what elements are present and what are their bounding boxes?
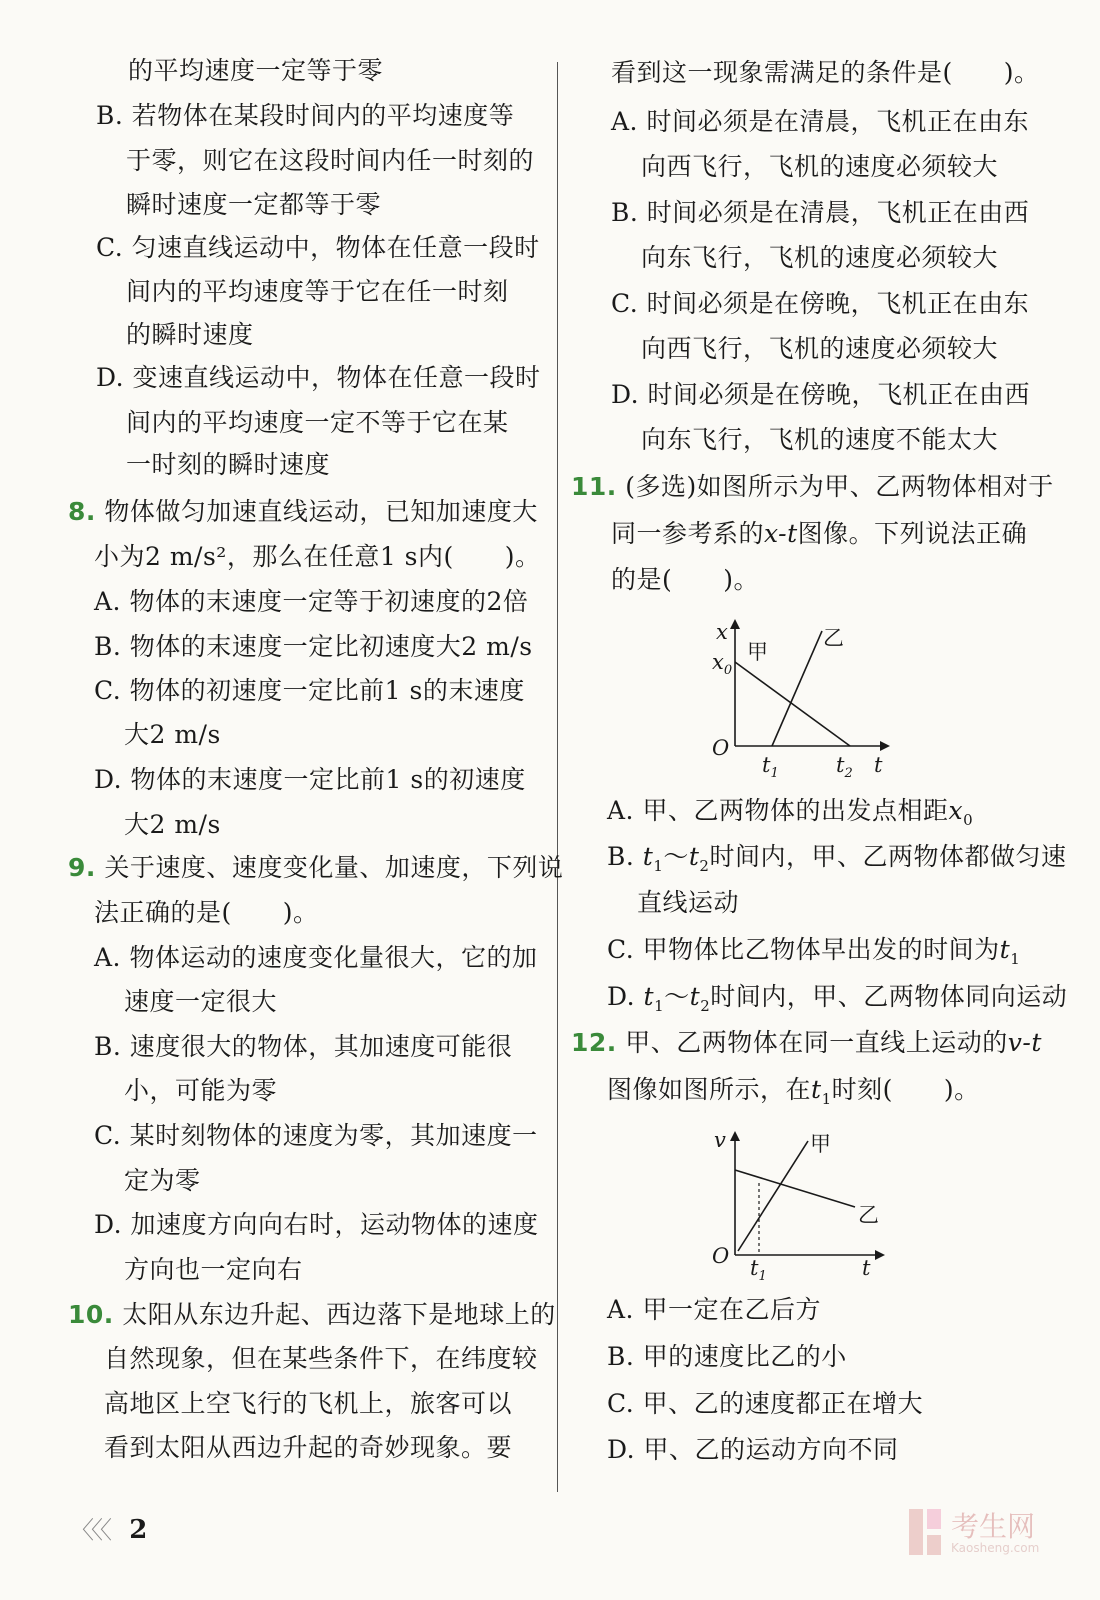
line-jia (735, 662, 850, 746)
text-part: C. 甲物体比乙物体早出发的时间为 (607, 935, 1000, 964)
q11-option-d (607, 982, 1067, 1021)
line-jia (738, 1141, 808, 1251)
question-12 (571, 1028, 1042, 1058)
text-part: ～ (663, 842, 689, 871)
question-text: 法正确的是( )。 (94, 898, 319, 927)
text-part: 时间内，甲、乙两物体都做匀速 (709, 842, 1067, 871)
text-part: 图像如图所示，在 (607, 1075, 812, 1104)
math-var: t (999, 935, 1011, 964)
math-var: v-t (1007, 1028, 1042, 1057)
question-text: 看到太阳从西边升起的奇妙现象。要 (104, 1433, 513, 1462)
math-var: t (643, 982, 655, 1011)
question-11 (571, 472, 1054, 502)
q8-option-c: C. 物体的初速度一定比前1 s的末速度 (94, 676, 525, 705)
q11-option-a (607, 796, 973, 835)
math-sub: 1 (653, 857, 664, 875)
q9-option-a: 速度一定很大 (124, 987, 278, 1016)
t2-label: $t_2$ (836, 753, 853, 780)
watermark-logo-icon (905, 1505, 945, 1559)
v-axis-label: v (714, 1128, 726, 1152)
watermark-url: Kaosheng.com (951, 1541, 1040, 1555)
q8-option-a: A. 物体的末速度一定等于初速度的2倍 (94, 587, 529, 616)
math-sub: 1 (1010, 950, 1021, 968)
question-10 (68, 1300, 556, 1330)
math-var: x (948, 796, 964, 825)
q10-option-c: 向西飞行，飞机的速度必须较大 (641, 334, 999, 363)
column-divider (557, 62, 558, 1492)
q10-option-b: B. 时间必须是在清晨，飞机正在由西 (611, 198, 1030, 227)
math-sub: 1 (821, 1090, 832, 1108)
question-9 (68, 853, 563, 883)
q7-option-d: 一时刻的瞬时速度 (126, 450, 331, 479)
q7-option-c: 间内的平均速度等于它在任一时刻 (126, 277, 509, 306)
math-var: t (689, 982, 701, 1011)
t-axis-label: t (862, 1256, 871, 1280)
question-text: 自然现象，但在某些条件下，在纬度较 (104, 1344, 538, 1373)
question-number: 8. (68, 497, 96, 526)
q7-option-c: C. 匀速直线运动中，物体在任意一段时 (96, 233, 540, 262)
yi-label: 乙 (858, 1203, 879, 1227)
q7-option-b: 瞬时速度一定都等于零 (126, 190, 382, 219)
q7-option-d: D. 变速直线运动中，物体在任意一段时 (96, 363, 541, 392)
text-part: D. (607, 982, 644, 1011)
question-text: (多选)如图所示为甲、乙两物体相对于 (625, 472, 1054, 501)
q10-option-b: 向东飞行，飞机的速度必须较大 (641, 243, 999, 272)
question-text: 关于速度、速度变化量、加速度，下列说 (104, 853, 564, 882)
q7-option-b: 于零，则它在这段时间内任一时刻的 (126, 146, 535, 175)
t-axis-label: t (874, 753, 883, 777)
question-text: 甲、乙两物体在同一直线上运动的 (625, 1028, 1008, 1057)
math-sub: 1 (654, 997, 665, 1015)
q10-option-a: 向西飞行，飞机的速度必须较大 (641, 152, 999, 181)
q9-option-b: 小，可能为零 (124, 1076, 278, 1105)
origin-label: O (712, 736, 730, 760)
watermark-text: 考生网 (951, 1510, 1036, 1543)
text-part: 时间内，甲、乙两物体同向运动 (710, 982, 1068, 1011)
q12-option-a: A. 甲一定在乙后方 (607, 1295, 821, 1324)
t1-label: $t_1$ (750, 1256, 767, 1280)
math-sub: 0 (963, 811, 974, 829)
t1-label: $t_1$ (762, 753, 779, 780)
x-axis-label: x (716, 620, 728, 644)
q12-option-c: C. 甲、乙的速度都正在增大 (607, 1389, 924, 1418)
question-number: 9. (68, 853, 96, 882)
q7-option-d: 间内的平均速度一定不等于它在某 (126, 408, 509, 437)
yi-label: 乙 (823, 626, 844, 650)
math-var: t (688, 842, 700, 871)
question-text: 太阳从东边升起、西边落下是地球上的 (122, 1300, 556, 1329)
q9-option-b: B. 速度很大的物体，其加速度可能很 (94, 1032, 513, 1061)
jia-label: 甲 (747, 640, 768, 664)
q8-option-d: 大2 m/s (124, 810, 221, 839)
q10-option-d: 向东飞行，飞机的速度不能太大 (641, 425, 999, 454)
math-sub: 2 (700, 997, 711, 1015)
question-text (611, 519, 1027, 549)
q9-option-c: C. 某时刻物体的速度为零，其加速度一 (94, 1121, 538, 1150)
text-part: B. (607, 842, 643, 871)
q9-option-c: 定为零 (124, 1166, 201, 1195)
q10-option-c: C. 时间必须是在傍晚，飞机正在由东 (611, 289, 1030, 318)
question-text: 物体做匀加速直线运动，已知加速度大 (104, 497, 538, 526)
xt-graph-figure (710, 615, 890, 780)
jia-label: 甲 (810, 1132, 831, 1156)
watermark (905, 1503, 1065, 1563)
text-part: 时刻( )。 (831, 1075, 980, 1104)
q8-option-b: B. 物体的末速度一定比初速度大2 m/s (94, 632, 533, 661)
q7-option-b: B. 若物体在某段时间内的平均速度等 (96, 101, 515, 130)
q11-option-b (607, 842, 1066, 881)
q12-option-d: D. 甲、乙的运动方向不同 (607, 1435, 899, 1464)
q8-option-c: 大2 m/s (124, 720, 221, 749)
page-number-text: 2 (129, 1515, 148, 1545)
question-number: 11. (571, 472, 617, 501)
q10-option-a: A. 时间必须是在清晨，飞机正在由东 (611, 107, 1029, 136)
question-text: 看到这一现象需满足的条件是( )。 (611, 58, 1040, 87)
vt-graph-figure (710, 1125, 885, 1280)
q7-option-c: 的瞬时速度 (126, 320, 254, 349)
q10-option-d: D. 时间必须是在傍晚，飞机正在由西 (611, 380, 1031, 409)
x0-label: $x_0$ (712, 650, 733, 678)
question-text: 的是( )。 (611, 565, 760, 594)
math-var: x-t (764, 519, 798, 548)
origin-label: O (712, 1244, 730, 1268)
q9-option-a: A. 物体运动的速度变化量很大，它的加 (94, 943, 538, 972)
question-text (607, 1075, 980, 1114)
q8-option-d: D. 物体的末速度一定比前1 s的初速度 (94, 765, 526, 794)
question-number: 12. (571, 1028, 617, 1057)
line-yi (735, 1170, 855, 1207)
math-sub: 2 (699, 857, 710, 875)
question-number: 10. (68, 1300, 114, 1329)
chevron-icon: 〈〈〈 (70, 1516, 109, 1544)
text-part: ～ (664, 982, 690, 1011)
line-yi (772, 631, 822, 746)
question-8 (68, 497, 538, 527)
question-text: 小为2 m/s²，那么在任意1 s内( )。 (94, 542, 541, 571)
page-number (70, 1510, 147, 1545)
text-part: 图像。下列说法正确 (797, 519, 1028, 548)
text-part: A. 甲、乙两物体的出发点相距 (607, 796, 949, 825)
q9-option-d: D. 加速度方向向右时，运动物体的速度 (94, 1210, 539, 1239)
q11-option-b: 直线运动 (637, 888, 740, 917)
q9-option-d: 方向也一定向右 (124, 1255, 303, 1284)
math-var: t (642, 842, 654, 871)
text-part: 同一参考系的 (611, 519, 765, 548)
q11-option-c (607, 935, 1020, 974)
question-text: 高地区上空飞行的飞机上，旅客可以 (104, 1389, 513, 1418)
q12-option-b: B. 甲的速度比乙的小 (607, 1342, 847, 1371)
q7-text: 的平均速度一定等于零 (128, 56, 384, 85)
math-var: t (811, 1075, 822, 1104)
